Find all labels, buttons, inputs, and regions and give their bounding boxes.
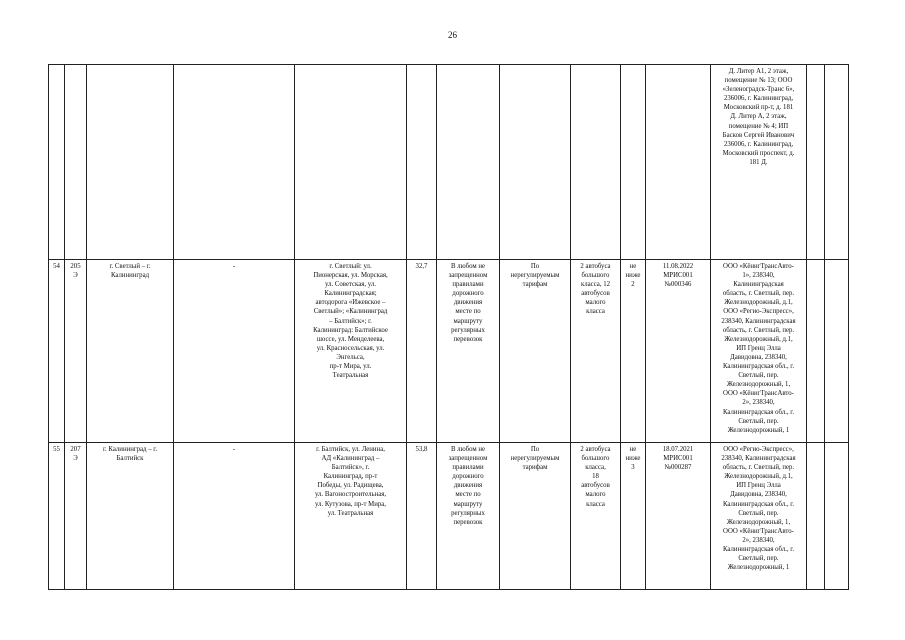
cell-empty [437, 65, 500, 260]
cell-operators: ООО «Регио-Экспресс», 238340, Калининградская область, г. Светлый, пер. Железнодорожный, д.1, ИП Гренц Элла Давидовна, 238340, Калининградская обл., г. Светлый, пер. Железнодорожный, 1, ООО «КёнигТрансАвто- 2», 238340, Калининградская обл., г. Светлый, пер. Железнодорожный, 1 [711, 443, 807, 590]
cell-vehicles: 2 автобуса большого класса, 12 автобусов малого класса [571, 260, 621, 443]
cell-empty [807, 443, 825, 590]
cell-empty [49, 65, 65, 260]
cell-empty [87, 65, 174, 260]
cell-vehicles: 2 автобуса большого класса, 18 автобусов малого класса [571, 443, 621, 590]
cell-streets: г. Балтийск, ул. Ленина, АД «Калининград – Балтийск», г. Калининград, пр-т Победы, ул. Радищева, ул. Вагоностроительная, ул. Кутузова, пр-т Мира, ул. Театральная [295, 443, 407, 590]
table-row-54 [49, 260, 849, 443]
cell-empty [621, 65, 646, 260]
cell-date-certificate: 11.08.2022 МРИС001 №000346 [646, 260, 711, 443]
cell-intermediate-stops: - [174, 260, 295, 443]
cell-empty [295, 65, 407, 260]
cell-route-name: г. Калининград – г. Балтийск [87, 443, 174, 590]
cell-length: 32,7 [407, 260, 437, 443]
cell-empty [646, 65, 711, 260]
cell-stop-procedure: В любом не запрещенном правилами дорожного движения месте по маршруту регулярных перевозок [437, 260, 500, 443]
cell-date-certificate: 18.07.2021 МРИС001 №000287 [646, 443, 711, 590]
cell-route-name: г. Светлый – г. Калининград [87, 260, 174, 443]
cell-empty [825, 443, 849, 590]
page-number: 26 [448, 30, 457, 40]
route-register-table [48, 64, 849, 590]
cell-route-number: 205 Э [65, 260, 87, 443]
cell-streets: г. Светлый: ул. Пионерская, ул. Морская, ул. Советская, ул. Калининградская; автодорога «Ижевское – Светлый»; «Калининград – Балтийск»; г. Калининград: Балтийское шоссе, ул. Менделеева, ул. Красносельская, ул. Энгельса, пр-т Мира, ул. Театральная [295, 260, 407, 443]
cell-row-number: 55 [49, 443, 65, 590]
table-row-continuation [49, 65, 849, 260]
cell-intermediate-stops: - [174, 443, 295, 590]
cell-empty [825, 65, 849, 260]
cell-stop-procedure: В любом не запрещенном правилами дорожного движения месте по маршруту регулярных перевозок [437, 443, 500, 590]
table-row-55 [49, 443, 849, 590]
cell-operators: Д. Литер А1, 2 этаж, помещение № 13; ООО «Зеленоградск-Транс 6», 236006, г. Калининград, Московский пр-т, д. 181 Д. Литер А, 2 этаж, помещение № 4; ИП Басков Сергей Иванович 236006, г. Калининград, Московский проспект, д. 181 Д. [711, 65, 807, 260]
cell-empty [807, 65, 825, 260]
cell-eco-class: не ниже 3 [621, 443, 646, 590]
cell-route-number: 207 Э [65, 443, 87, 590]
cell-eco-class: не ниже 2 [621, 260, 646, 443]
cell-empty [500, 65, 571, 260]
cell-empty [825, 260, 849, 443]
cell-empty [807, 260, 825, 443]
cell-row-number: 54 [49, 260, 65, 443]
cell-tariff: По нерегулируемым тарифам [500, 260, 571, 443]
cell-empty [571, 65, 621, 260]
cell-empty [174, 65, 295, 260]
cell-operators: ООО «КёнигТрансАвто- 1», 238340, Калининградская область, г. Светлый, пер. Железнодорожный, д.1, ООО «Регио-Экспресс», 238340, Калининградская область, г. Светлый, пер. Железнодорожный, д.1, ИП Гренц Элла Давидовна, 238340, Калининградская обл., г. Светлый, пер. Железнодорожный, 1, ООО «КёнигТрансАвто- 2», 238340, Калининградская обл., г. Светлый, пер. Железнодорожный, 1 [711, 260, 807, 443]
cell-empty [407, 65, 437, 260]
cell-tariff: По нерегулируемым тарифам [500, 443, 571, 590]
cell-empty [65, 65, 87, 260]
cell-length: 53,8 [407, 443, 437, 590]
